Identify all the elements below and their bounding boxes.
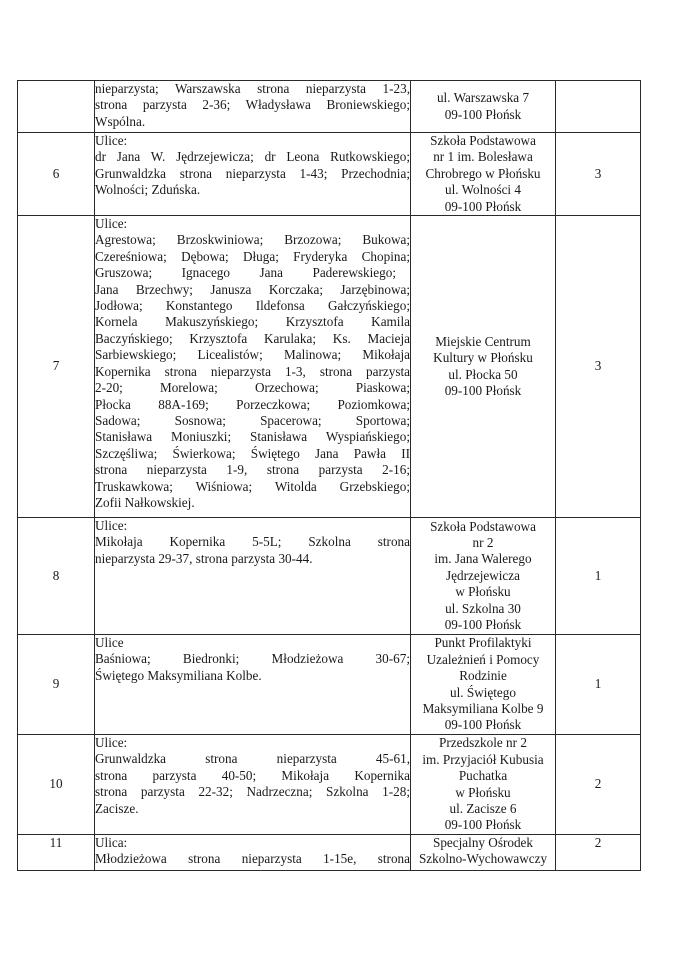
table-row <box>18 81 641 133</box>
table-row <box>18 518 641 635</box>
streets-line: Zacisze. <box>95 800 139 816</box>
streets-line: Ulice: <box>95 518 128 534</box>
district-number: 7 <box>18 216 95 518</box>
place-line: nr 1 im. Bolesława <box>433 149 533 165</box>
streets-line: Płocka 88A-169; Porzeczkowa; Poziomkowa; <box>95 396 410 412</box>
streets-line: Wolności; Zduńska. <box>95 182 201 198</box>
count-cell: 3 <box>556 133 641 216</box>
count-cell: 3 <box>556 216 641 518</box>
streets-line: Ulice: <box>95 133 128 148</box>
polling-station-cell <box>411 735 556 835</box>
place-line: ul. Świętego <box>450 684 516 700</box>
district-number: 8 <box>18 518 95 635</box>
place-line: 09-100 Płońsk <box>444 717 522 733</box>
streets-line: Wspólna. <box>95 113 146 129</box>
place-line: Chrobrego w Płońsku <box>425 165 541 181</box>
place-line: im. Jana Walerego <box>434 551 532 567</box>
place-line: 09-100 Płońsk <box>444 617 522 633</box>
streets-line: Ulice <box>95 635 124 651</box>
streets-line: nieparzysta; Warszawska strona nieparzysta 1-23, <box>95 81 410 96</box>
place-line: Punkt Profilaktyki <box>434 635 532 651</box>
streets-line: Czereśniowa; Dębowa; Długa; Fryderyka Chopina; <box>95 248 410 264</box>
streets-line: Sadowa; Sosnowa; Spacerowa; Sportowa; <box>95 412 410 428</box>
streets-line: 2-20; Morelowa; Orzechowa; Piaskowa; <box>95 380 410 396</box>
streets-line: Jodłowa; Konstantego Ildefonsa Gałczyńskiego; <box>95 298 410 314</box>
place-line: ul. Warszawska 7 <box>436 90 530 106</box>
district-number: 9 <box>18 635 95 735</box>
streets-line: strona parzysta 40-50; Mikołaja Kopernika <box>95 767 410 783</box>
streets-line: Mikołaja Kopernika 5-5L; Szkolna strona <box>95 534 410 550</box>
district-number: 11 <box>18 835 95 871</box>
polling-station-cell <box>411 518 556 635</box>
polling-station-cell <box>411 635 556 735</box>
place-line: 09-100 Płońsk <box>444 817 522 833</box>
streets-line: Grunwaldzka strona nieparzysta 45-61, <box>95 751 410 767</box>
streets-line: strona parzysta 22-32; Nadrzeczna; Szkolna 1-28; <box>95 784 410 800</box>
count-cell: 1 <box>556 518 641 635</box>
place-line: Rodzinie <box>459 668 507 684</box>
place-line: Szkoła Podstawowa <box>430 518 536 534</box>
district-number: 10 <box>18 735 95 835</box>
place-line: Puchatka <box>458 768 508 784</box>
place-line: ul. Zacisze 6 <box>449 800 517 816</box>
streets-line: Jana Brzechwy; Janusza Korczaka; Jarzębinowa; <box>95 281 410 297</box>
place-line: Uzależnień i Pomocy <box>426 651 540 667</box>
place-line: 09-100 Płońsk <box>444 382 522 398</box>
place-line: ul. Szkolna 30 <box>445 600 521 616</box>
streets-cell <box>95 735 411 835</box>
place-line: w Płońsku <box>455 584 511 600</box>
count-cell <box>556 81 641 133</box>
streets-line: Gruszowa; Ignacego Jana Paderewskiego; <box>95 265 396 281</box>
place-line: Maksymiliana Kolbe 9 <box>422 700 544 716</box>
streets-line: Zofii Nałkowskiej. <box>95 494 195 510</box>
streets-line: Ulica: <box>95 835 128 851</box>
table-row <box>18 635 641 735</box>
place-line: ul. Płocka 50 <box>448 366 518 382</box>
streets-cell <box>95 835 411 871</box>
table-row <box>18 133 641 216</box>
table-row <box>18 216 641 518</box>
streets-line: dr Jana W. Jędrzejewicza; dr Leona Rutkowskiego; <box>95 149 410 165</box>
place-line: Jędrzejewicza <box>446 567 520 583</box>
district-number: 6 <box>18 133 95 216</box>
place-line: im. Przyjaciół Kubusia <box>422 751 544 767</box>
streets-line: strona parzysta 2-36; Władysława Broniewskiego; <box>95 97 410 113</box>
streets-line: Agrestowa; Brzoskwiniowa; Brzozowa; Bukowa; <box>95 232 410 248</box>
streets-line: Świętego Maksymiliana Kolbe. <box>95 667 262 683</box>
streets-line: Grunwaldzka strona nieparzysta 1-43; Przechodnia; <box>95 165 410 181</box>
streets-cell <box>95 216 411 518</box>
streets-cell <box>95 81 411 133</box>
count-cell: 2 <box>556 735 641 835</box>
streets-line: Truskawkowa; Wiśniowa; Witolda Grzebskiego; <box>95 478 410 494</box>
streets-line: Młodzieżowa strona nieparzysta 1-15e, strona <box>95 851 410 867</box>
place-line: nr 2 <box>472 535 494 551</box>
place-line: Przedszkole nr 2 <box>439 735 527 751</box>
place-line: Kultury w Płońsku <box>433 350 533 366</box>
count-cell: 2 <box>556 835 641 871</box>
streets-line: Ulice: <box>95 216 128 232</box>
streets-line: Baśniowa; Biedronki; Młodzieżowa 30-67; <box>95 651 410 667</box>
streets-line: Szczęśliwa; Świerkowa; Świętego Jana Pawła II <box>95 445 410 461</box>
streets-line: Kopernika strona nieparzysta 1-3, strona parzysta <box>95 363 410 379</box>
streets-line: nieparzysta 29-37, strona parzysta 30-44. <box>95 550 313 566</box>
place-line: Miejskie Centrum <box>435 333 531 349</box>
count-cell: 1 <box>556 635 641 735</box>
polling-districts-table <box>17 80 641 871</box>
streets-line: Kornela Makuszyńskiego; Krzysztofa Kamila <box>95 314 410 330</box>
polling-station-cell <box>411 216 556 518</box>
place-line: ul. Wolności 4 <box>445 182 521 198</box>
streets-line: Sarbiewskiego; Licealistów; Malinowa; Mikołaja <box>95 347 410 363</box>
place-line: 09-100 Płońsk <box>444 198 522 214</box>
district-number <box>18 81 95 133</box>
table-row <box>18 735 641 835</box>
table-row <box>18 835 641 871</box>
place-line: 09-100 Płońsk <box>444 106 522 122</box>
place-line: Szkoła Podstawowa <box>430 133 536 148</box>
polling-station-cell <box>411 133 556 216</box>
streets-line: Ulice: <box>95 735 128 751</box>
polling-station-cell <box>411 835 556 871</box>
place-line: w Płońsku <box>455 784 511 800</box>
streets-line: Stanisława Moniuszki; Stanisława Wyspiańskiego; <box>95 429 410 445</box>
streets-cell <box>95 635 411 735</box>
place-line: Specjalny Ośrodek <box>433 835 533 851</box>
polling-station-cell <box>411 81 556 133</box>
streets-line: strona nieparzysta 1-9, strona parzysta 2-16; <box>95 462 410 478</box>
streets-cell <box>95 133 411 216</box>
streets-line: Baczyńskiego; Krzysztofa Karulaka; Ks. Macieja <box>95 330 410 346</box>
streets-cell <box>95 518 411 635</box>
place-line: Szkolno-Wychowawczy <box>418 851 548 867</box>
